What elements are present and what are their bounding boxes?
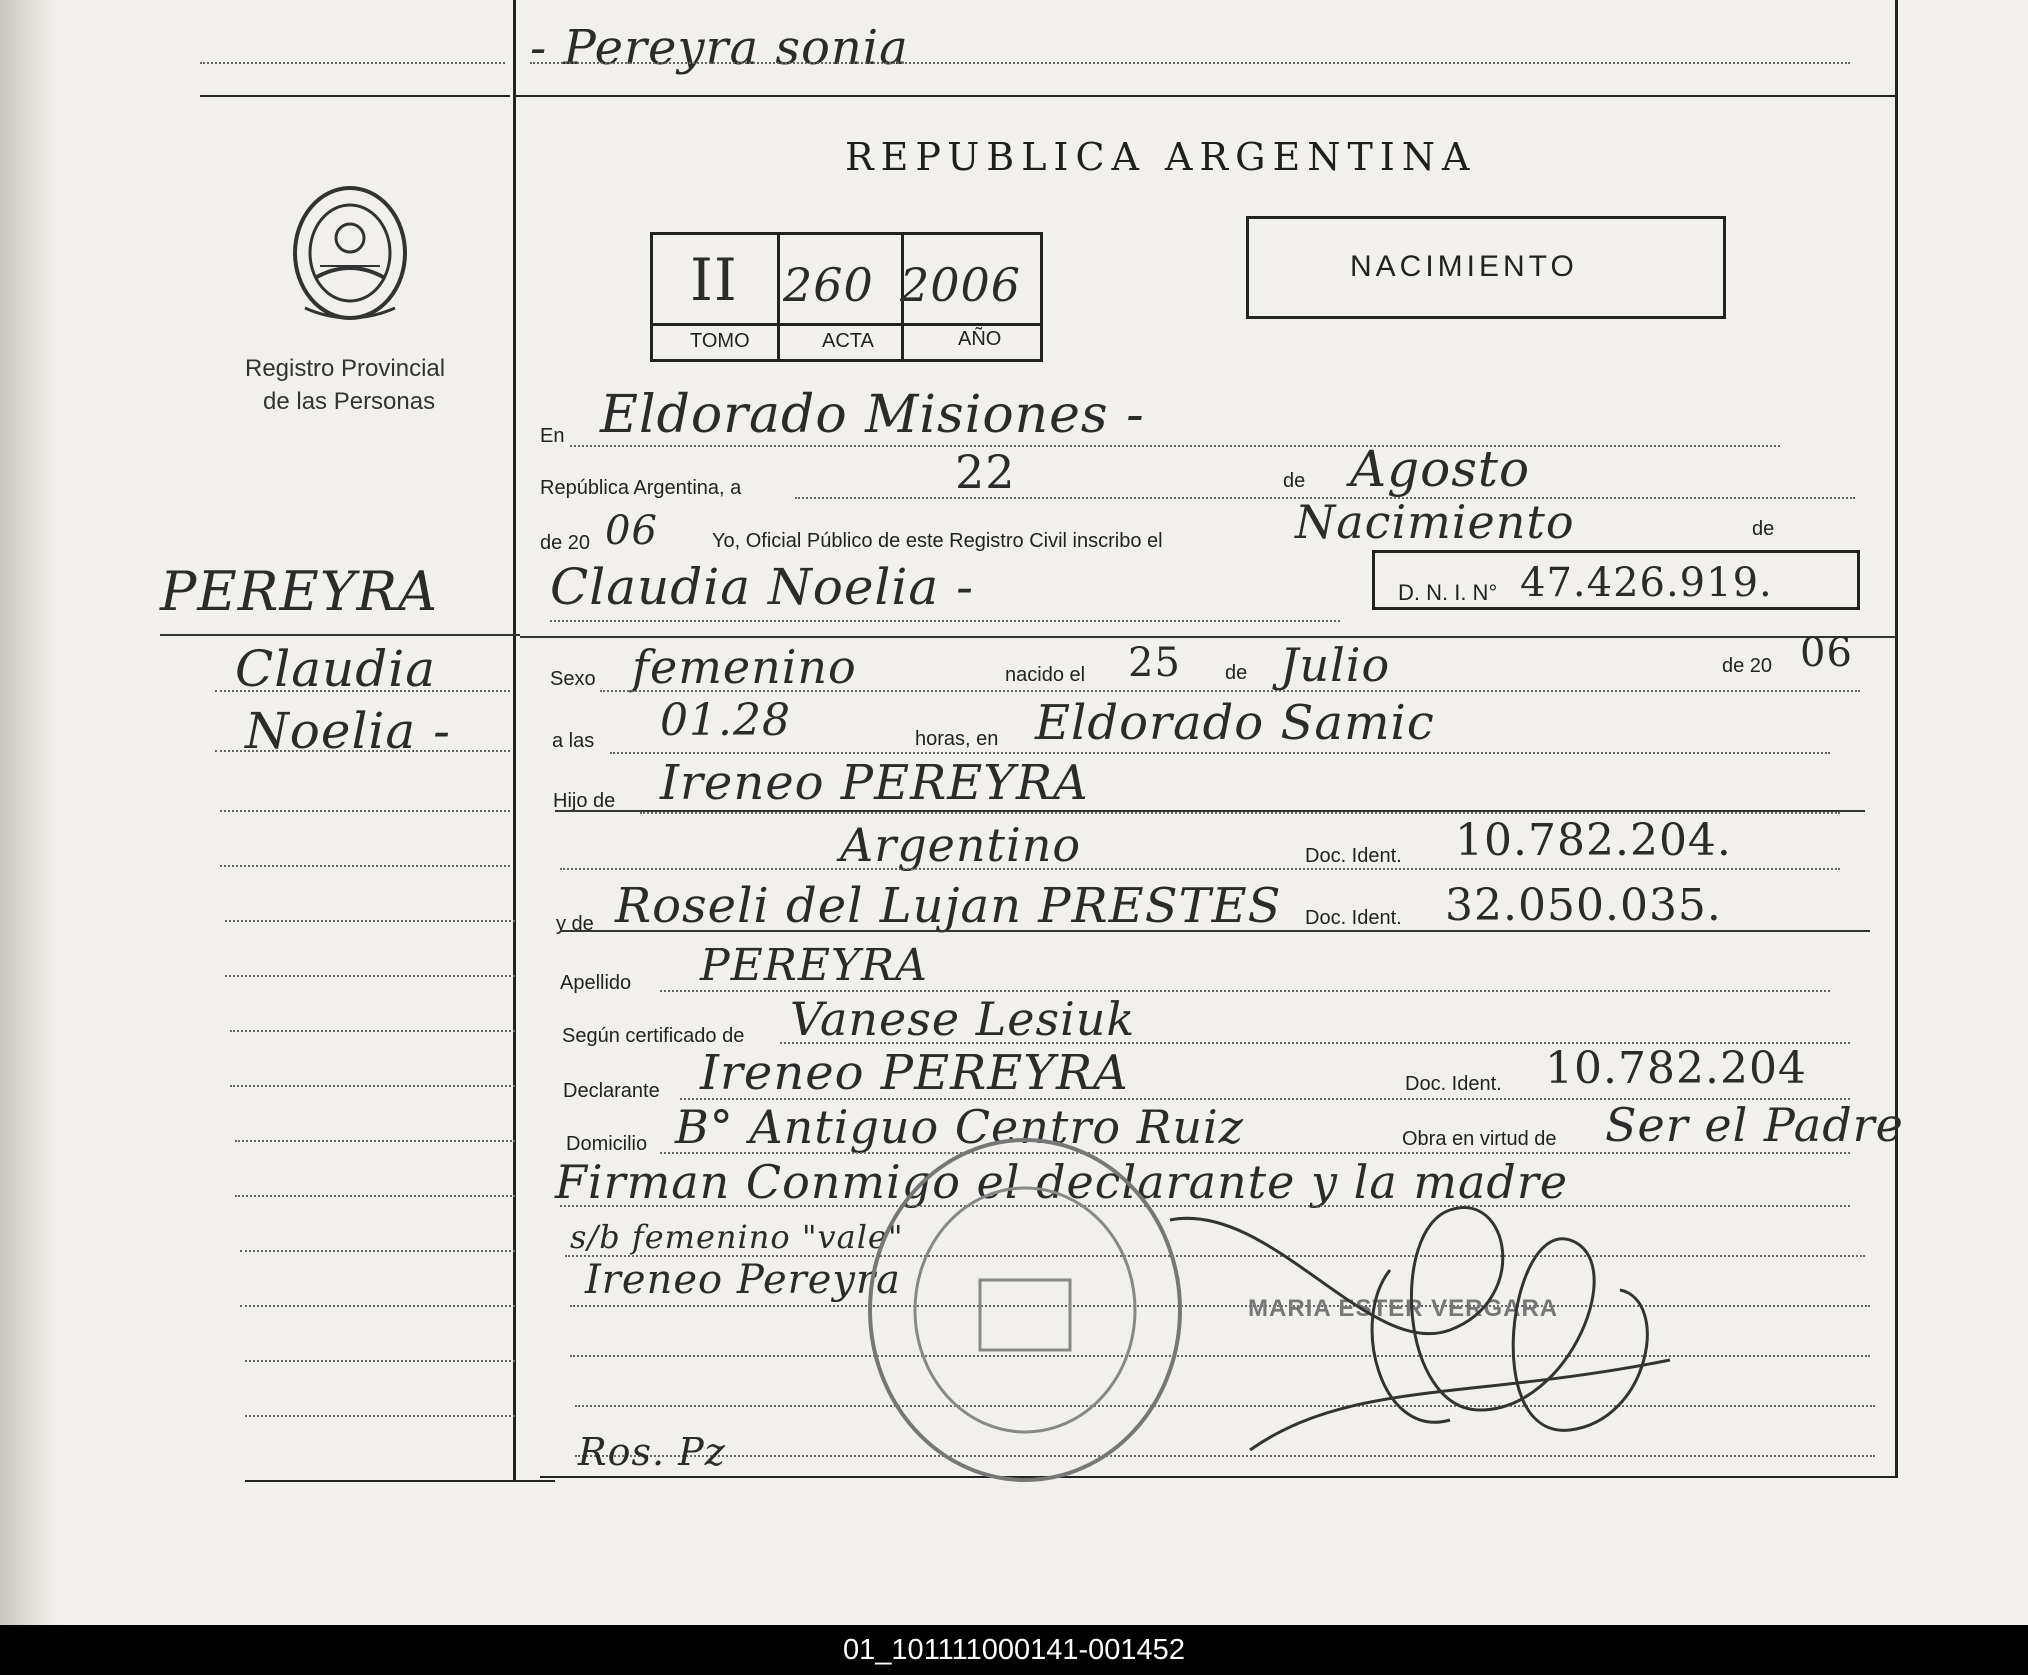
doc-ident-label-2: Doc. Ident.	[1305, 907, 1402, 929]
father-name: Ireneo PEREYRA	[660, 755, 1089, 811]
birth-year-prefix: de 20	[1722, 655, 1773, 677]
nacido-label: nacido el	[1005, 664, 1086, 686]
declarante-doc: 10.782.204	[1545, 1043, 1807, 1094]
segun-value: Vanese Lesiuk	[790, 992, 1136, 1046]
sexo-label: Sexo	[550, 668, 596, 690]
declarant-signature: Ireneo Pereyra	[585, 1257, 901, 1303]
obra-label: Obra en virtud de	[1402, 1128, 1557, 1150]
margin-surname: PEREYRA	[160, 560, 439, 623]
domicilio-label: Domicilio	[566, 1133, 648, 1155]
record-type-label: NACIMIENTO	[1350, 250, 1578, 283]
dni-value: 47.426.919.	[1520, 560, 1773, 606]
acta-label: ACTA	[822, 330, 874, 352]
apellido-value: PEREYRA	[700, 940, 928, 991]
provincial-seal-icon	[285, 178, 415, 328]
registry-stamp-icon	[860, 1130, 1190, 1490]
anio-value: 2006	[900, 258, 1022, 312]
record-kind-value: Nacimiento	[1295, 495, 1575, 549]
dni-label: D. N. I. N°	[1398, 580, 1498, 605]
tomo-value: II	[690, 246, 738, 314]
right-frame-border	[1895, 0, 1898, 1478]
apellido-label: Apellido	[560, 972, 632, 994]
father-nationality: Argentino	[840, 818, 1082, 872]
mother-doc: 32.050.035.	[1445, 880, 1722, 931]
page-binding-edge	[0, 0, 60, 1625]
anio-label: AÑO	[958, 328, 1002, 350]
registration-month: Agosto	[1350, 440, 1531, 498]
acta-value: 260	[783, 258, 874, 312]
left-column-top-rule	[200, 95, 510, 97]
en-label: En	[540, 425, 565, 447]
officer-signature-icon	[1150, 1180, 1710, 1480]
y-de-label: y de	[556, 913, 594, 935]
margin-first-name: Claudia	[235, 640, 437, 698]
main-top-rule	[513, 95, 1895, 97]
left-column-divider	[513, 0, 516, 1480]
de-label-3: de	[1225, 662, 1248, 684]
officer-stamp-name: MARIA ESTER VERGARA	[1248, 1295, 1559, 1322]
mother-name: Roseli del Lujan PRESTES	[615, 878, 1282, 934]
hijo-label: Hijo de	[553, 790, 616, 812]
file-id: 01_101111000141-001452	[843, 1633, 1185, 1666]
top-handwritten-name: - Pereyra sonia	[530, 20, 909, 76]
signing-statement: Firman Conmigo el declarante y la madre	[555, 1155, 1569, 1209]
registry-name-line2: de las Personas	[263, 388, 436, 415]
top-left-dotted-line	[200, 62, 505, 64]
doc-ident-label-3: Doc. Ident.	[1405, 1073, 1502, 1095]
a-las-label: a las	[552, 730, 595, 752]
de-label-1: de	[1283, 470, 1306, 492]
birth-month: Julio	[1280, 638, 1391, 692]
obra-value: Ser el Padre	[1605, 1098, 1904, 1152]
officer-initials: Ros. Pz	[578, 1430, 726, 1474]
year-prefix-label: de 20	[540, 532, 591, 554]
de-label-2: de	[1752, 518, 1775, 540]
sexo-value: femenino	[632, 640, 857, 694]
inscribo-text: Yo, Oficial Público de este Registro Civil inscribo el	[712, 530, 1163, 552]
correction-note: s/b femenino "vale"	[570, 1218, 904, 1256]
birth-day: 25	[1128, 640, 1181, 686]
republica-label: República Argentina, a	[540, 477, 742, 499]
margin-second-name: Noelia -	[245, 702, 452, 760]
birth-year: 06	[1800, 630, 1853, 676]
horas-label: horas, en	[915, 728, 999, 750]
declarante-value: Ireneo PEREYRA	[700, 1045, 1129, 1101]
birth-place: Eldorado Samic	[1035, 695, 1435, 751]
declarante-label: Declarante	[563, 1080, 660, 1102]
registration-year: 06	[605, 508, 658, 554]
file-id-footer	[0, 1625, 2028, 1675]
birth-time: 01.28	[660, 695, 791, 746]
registration-day: 22	[955, 445, 1016, 499]
place-of-registration: Eldorado Misiones -	[600, 385, 1145, 445]
left-bottom-rule	[245, 1480, 555, 1482]
segun-label: Según certificado de	[562, 1025, 745, 1047]
registry-name-line1: Registro Provincial	[245, 355, 446, 382]
father-doc: 10.782.204.	[1455, 815, 1732, 866]
top-dotted-line	[530, 62, 1850, 64]
child-name: Claudia Noelia -	[550, 558, 974, 616]
doc-ident-label-1: Doc. Ident.	[1305, 845, 1402, 867]
margin-underline	[160, 634, 520, 636]
domicilio-value: B° Antiguo Centro Ruiz	[675, 1100, 1244, 1154]
country-title: REPUBLICA ARGENTINA	[845, 135, 1477, 179]
tomo-label: TOMO	[690, 330, 750, 352]
